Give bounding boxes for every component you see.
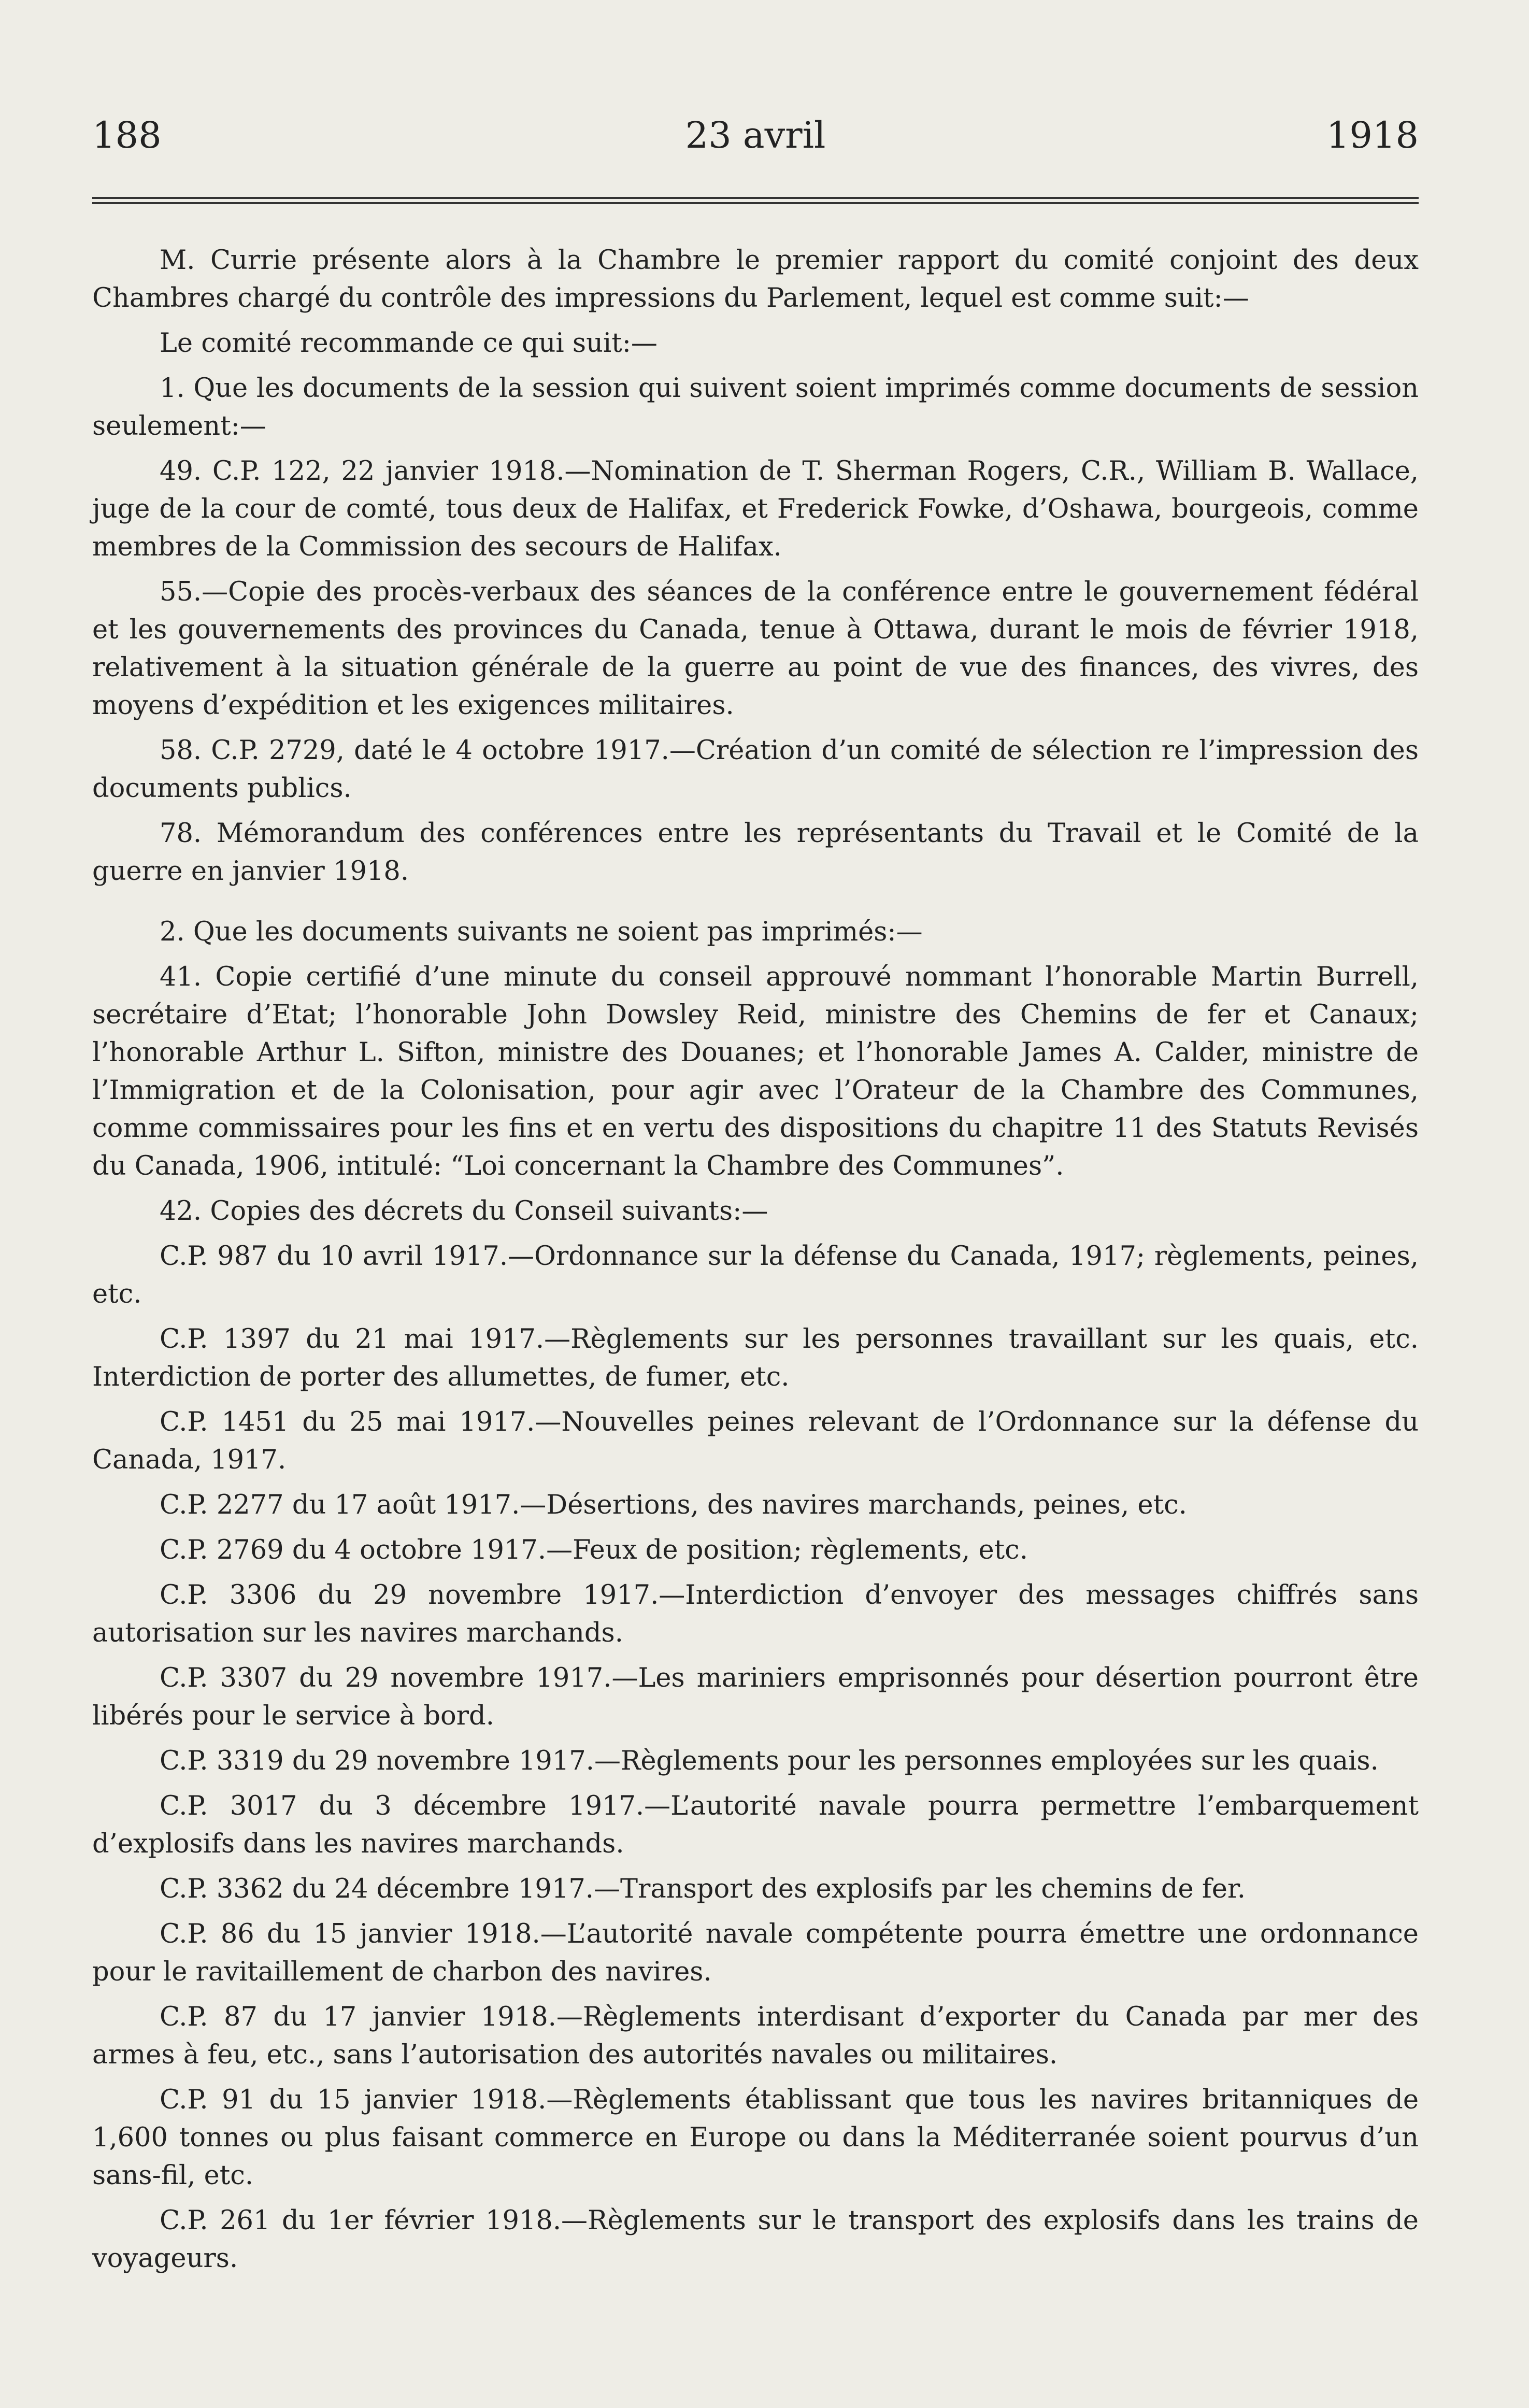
- paragraph-item-2: 2. Que les documents suivants ne soient pas imprimés:—: [160, 917, 923, 947]
- paragraph-cp-3362: C.P. 3362 du 24 décembre 1917.—Transport des explosifs par les chemins de fer.: [160, 1874, 1246, 1904]
- paragraph-doc-78: 78. Mémorandum des conférences entre les représentants du Travail et le Comité de la guerre en janvier 1918.: [92, 818, 1419, 887]
- paragraph-cp-3319: C.P. 3319 du 29 novembre 1917.—Règlements pour les personnes employées sur les quais.: [160, 1746, 1379, 1776]
- page-date: 23 avril: [685, 114, 826, 156]
- paragraph-cp-3307: C.P. 3307 du 29 novembre 1917.—Les mariniers emprisonnés pour désertion pourront être libérés pour le service à bord.: [92, 1663, 1419, 1731]
- paragraph-cp-987: C.P. 987 du 10 avril 1917.—Ordonnance sur la défense du Canada, 1917; règlements, peines, etc.: [92, 1241, 1419, 1309]
- document-body: [92, 241, 1419, 2277]
- paragraph-cp-2769: C.P. 2769 du 4 octobre 1917.—Feux de position; règlements, etc.: [160, 1535, 1028, 1565]
- paragraph-cp-1397: C.P. 1397 du 21 mai 1917.—Règlements sur les personnes travaillant sur les quais, etc. Interdiction de porter des allumettes, de fumer, etc.: [92, 1324, 1419, 1392]
- paragraph-intro: M. Currie présente alors à la Chambre le premier rapport du comité conjoint des deux Chambres chargé du contrôle des impressions du Parlement, lequel est comme suit:—: [92, 245, 1419, 314]
- paragraph-doc-42: 42. Copies des décrets du Conseil suivants:—: [160, 1196, 768, 1227]
- paragraph-doc-58: 58. C.P. 2729, daté le 4 octobre 1917.—Création d’un comité de sélection re l’impression des documents publics.: [92, 735, 1419, 804]
- paragraph-cp-2277: C.P. 2277 du 17 août 1917.—Désertions, des navires marchands, peines, etc.: [160, 1490, 1187, 1520]
- paragraph-cp-261: C.P. 261 du 1er février 1918.—Règlements sur le transport des explosifs dans les trains de voyageurs.: [92, 2205, 1419, 2274]
- page-header: [92, 104, 1419, 155]
- paragraph-recommendation: Le comité recommande ce qui suit:—: [160, 328, 658, 359]
- page-year: 1918: [1326, 114, 1419, 156]
- paragraph-cp-91: C.P. 91 du 15 janvier 1918.—Règlements établissant que tous les navires britanniques de 1,600 tonnes ou plus faisant commerce en Europe ou dans la Méditerranée soient pourvus d’un sans-fil, etc.: [92, 2085, 1419, 2191]
- document-page: [92, 104, 1419, 2277]
- paragraph-cp-3017: C.P. 3017 du 3 décembre 1917.—L’autorité navale pourra permettre l’embarquement d’explosifs dans les navires marchands.: [92, 1791, 1419, 1859]
- paragraph-doc-49: 49. C.P. 122, 22 janvier 1918.—Nomination de T. Sherman Rogers, C.R., William B. Wallace, juge de la cour de comté, tous deux de Halifax, et Frederick Fowke, d’Oshawa, bourgeois, comme membres de la Commission des secours de Halifax.: [92, 456, 1419, 562]
- header-double-rule: [92, 197, 1419, 204]
- paragraph-cp-1451: C.P. 1451 du 25 mai 1917.—Nouvelles peines relevant de l’Ordonnance sur la défense du Canada, 1917.: [92, 1407, 1419, 1475]
- paragraph-item-1: 1. Que les documents de la session qui suivent soient imprimés comme documents de session seulement:—: [92, 373, 1419, 441]
- paragraph-cp-87: C.P. 87 du 17 janvier 1918.—Règlements interdisant d’exporter du Canada par mer des armes à feu, etc., sans l’autorisation des autorités navales ou militaires.: [92, 2002, 1419, 2070]
- paragraph-cp-3306: C.P. 3306 du 29 novembre 1917.—Interdiction d’envoyer des messages chiffrés sans autorisation sur les navires marchands.: [92, 1580, 1419, 1648]
- paragraph-cp-86: C.P. 86 du 15 janvier 1918.—L’autorité navale compétente pourra émettre une ordonnance pour le ravitaillement de charbon des navires.: [92, 1919, 1419, 1987]
- page-number: 188: [92, 114, 162, 156]
- paragraph-doc-55: 55.—Copie des procès-verbaux des séances de la conférence entre le gouvernement fédéral et les gouvernements des provinces du Canada, tenue à Ottawa, durant le mois de février 1918, relativement à la situation générale de la guerre au point de vue des finances, des vivres, des moyens d’expédition et les exigences militaires.: [92, 577, 1419, 721]
- paragraph-doc-41: 41. Copie certifié d’une minute du conseil approuvé nommant l’honorable Martin Burrell, secrétaire d’Etat; l’honorable John Dowsley Reid, ministre des Chemins de fer et Canaux; l’honorable Arthur L. Sifton, ministre des Douanes; et l’honorable James A. Calder, ministre de l’Immigration et de la Colonisation, pour agir avec l’Orateur de la Chambre des Communes, comme commissaires pour les fins et en vertu des dispositions du chapitre 11 des Statuts Revisés du Canada, 1906, intitulé: “Loi concernant la Chambre des Communes”.: [92, 962, 1419, 1181]
